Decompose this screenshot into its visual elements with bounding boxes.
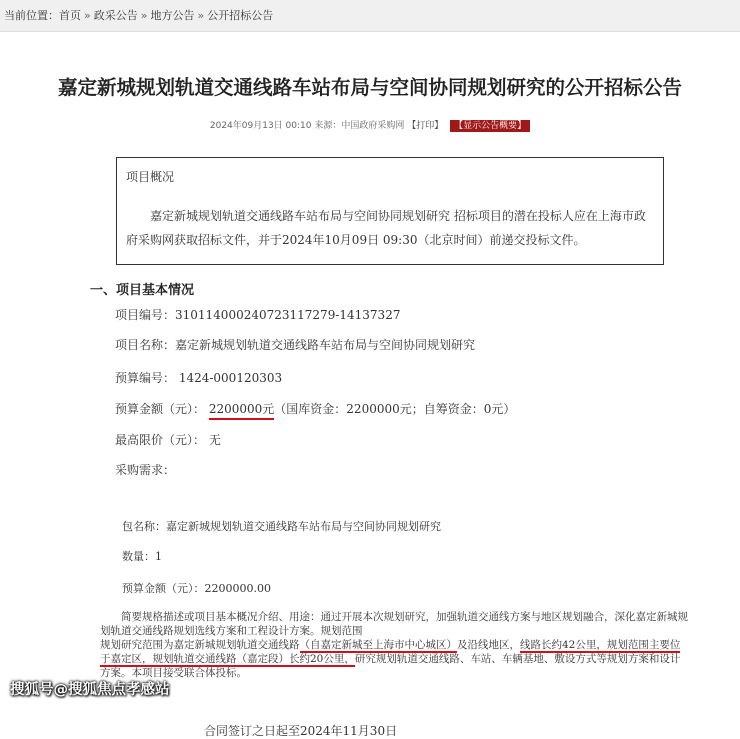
watermark: 搜狐号@搜狐焦点孝感站 (10, 682, 170, 698)
article-page (4, 36, 736, 736)
budget-amount: 2200000元 (209, 402, 274, 420)
breadcrumb-separator: » (140, 9, 148, 22)
breadcrumb-tender[interactable]: 公开招标公告 (207, 9, 274, 22)
summary-heading: 项目概况 (126, 170, 175, 184)
package-budget: 预算金额（元）：2200000.00 (122, 582, 271, 595)
highlight-length: 线路长约42公里，规划范围主要位于嘉定区，规划轨道交通线路（嘉定段）长约20公里， (100, 639, 681, 665)
procurement-requirement: 采购需求： (115, 463, 176, 477)
breadcrumb-label: 当前位置： (4, 9, 59, 22)
project-number: 项目编号：310114000240723117279-14137327 (115, 308, 401, 322)
page-title: 嘉定新城规划轨道交通线路车站布局与空间协同规划研究的公开招标公告 (57, 76, 682, 99)
publish-info: 2024年09月13日 00:10 来源：中国政府采购网 (209, 121, 405, 131)
contract-term: 合同签订之日起至2024年11月30日 (204, 724, 398, 738)
budget-detail: （国库资金：2200000元；自筹资金：0元） (274, 402, 516, 416)
breadcrumb (0, 0, 740, 32)
budget-number: 预算编号： 1424-000120303 (115, 371, 283, 385)
package-quantity: 数量：1 (122, 550, 162, 563)
show-summary-button[interactable]: 【显示公告概要】 (450, 120, 530, 132)
print-link[interactable]: 【打印】 (407, 121, 444, 131)
breadcrumb-procurement[interactable]: 政采公告 (93, 9, 138, 22)
max-price: 最高限价（元）： 无 (115, 433, 221, 447)
package-name: 包名称：嘉定新城规划轨道交通线路车站布局与空间协同规划研究 (122, 520, 441, 533)
breadcrumb-separator: » (84, 9, 91, 22)
breadcrumb-home[interactable]: 首页 (59, 9, 81, 22)
breadcrumb-local[interactable]: 地方公告 (150, 9, 195, 22)
project-summary-box (116, 157, 664, 265)
article-meta (4, 118, 736, 131)
summary-body: 嘉定新城规划轨道交通线路车站布局与空间协同规划研究 招标项目的潜在投标人应在上海市政府采购网获取招标文件，并于2024年10月09日 09:30（北京时间）前递交投标文件。 (126, 209, 646, 247)
breadcrumb-separator: » (197, 9, 205, 22)
budget-amount-row (115, 400, 515, 417)
project-description: 简要规格描述或项目基本概况介绍、用途：通过开展本次规划研究，加强轨道交通线方案与地区规划融合，深化嘉定新城规划轨道交通线路规划选线方案和工程设计方案。规划范围 规划研究范围为嘉定新城规划轨道交通线路（自嘉定新城至上海市中心城区）及沿线地区，线路长约42公里，规划范围主要位于嘉定区，规划轨道交通线路（嘉定段）长约20公里，研究规划轨道交通线路、车站、车辆基地、敷设方式等规划方案和设计方案。本项目接受联合体投标。 (100, 611, 688, 679)
budget-label: 预算金额（元）： (115, 402, 206, 416)
section-heading: 一、项目基本情况 (90, 283, 195, 298)
highlight-route: （自嘉定新城至上海市中心城区） (299, 639, 457, 651)
project-name: 项目名称：嘉定新城规划轨道交通线路车站布局与空间协同规划研究 (115, 338, 476, 352)
